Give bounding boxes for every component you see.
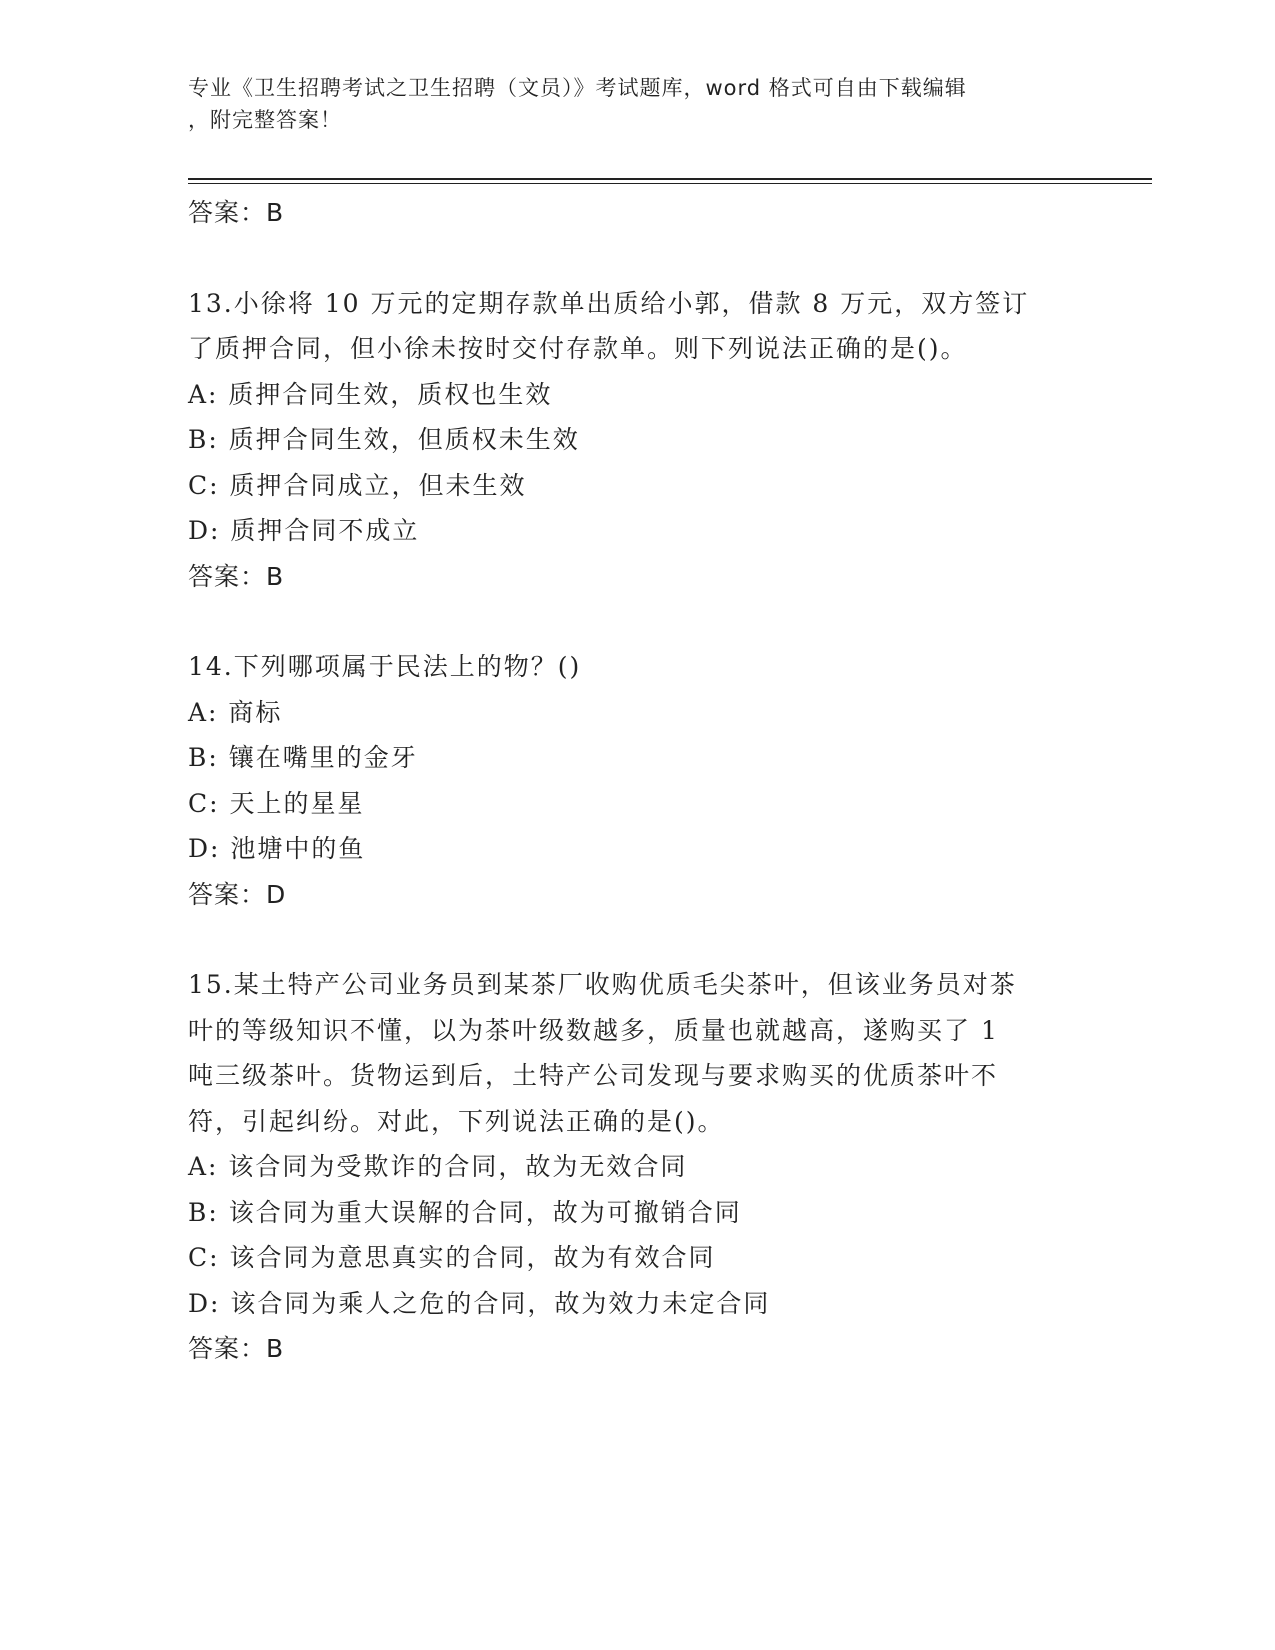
question-stem-line: 吨三级茶叶。货物运到后，土特产公司发现与要求购买的优质茶叶不: [188, 1061, 999, 1090]
option-c: C: 天上的星星: [188, 788, 365, 818]
question-stem-line: 叶的等级知识不懂，以为茶叶级数越多，质量也就越高，遂购买了 1: [188, 1015, 999, 1045]
question-list: [188, 190, 1088, 1372]
answer: 答案：B: [188, 561, 285, 591]
header-rule-thin: [188, 183, 1152, 184]
question-stem-line: 符，引起纠纷。对此，下列说法正确的是()。: [188, 1106, 725, 1136]
question-stem-line: 了质押合同，但小徐未按时交付存款单。则下列说法正确的是()。: [188, 334, 968, 363]
question-15: [188, 962, 1088, 1372]
document-header: [188, 72, 1088, 136]
option-b: B: 镶在嘴里的金牙: [188, 743, 418, 772]
header-line-1: 专业《卫生招聘考试之卫生招聘（文员）》考试题库，word 格式可自由下载编辑: [188, 76, 967, 100]
option-a: A: 该合同为受欺诈的合同，故为无效合同: [188, 1152, 688, 1181]
option-b: B: 质押合同生效，但质权未生效: [188, 425, 580, 454]
option-a: A: 商标: [188, 697, 283, 727]
option-d: D: 该合同为乘人之危的合同，故为效力未定合同: [188, 1288, 771, 1318]
option-a: A: 质押合同生效，质权也生效: [188, 379, 553, 409]
question-stem-line: 13.小徐将 10 万元的定期存款单出质给小郭，借款 8 万元，双方签订: [188, 288, 1030, 318]
question-stem-line: 14.下列哪项属于民法上的物？(): [188, 652, 582, 681]
option-b: B: 该合同为重大误解的合同，故为可撤销合同: [188, 1197, 742, 1227]
question-14: [188, 644, 1088, 917]
option-d: D: 池塘中的鱼: [188, 834, 366, 863]
option-d: D: 质押合同不成立: [188, 516, 420, 545]
answer: 答案：D: [188, 879, 287, 909]
answer: 答案：B: [188, 1334, 285, 1363]
header-rule-thick: [188, 178, 1152, 180]
option-c: C: 该合同为意思真实的合同，故为有效合同: [188, 1243, 716, 1272]
previous-answer: 答案：B: [188, 198, 285, 227]
question-stem-line: 15.某土特产公司业务员到某茶厂收购优质毛尖茶叶，但该业务员对茶: [188, 970, 1017, 999]
option-c: C: 质押合同成立，但未生效: [188, 470, 527, 500]
header-line-2: ，附完整答案！: [188, 108, 342, 132]
question-13: [188, 281, 1088, 600]
